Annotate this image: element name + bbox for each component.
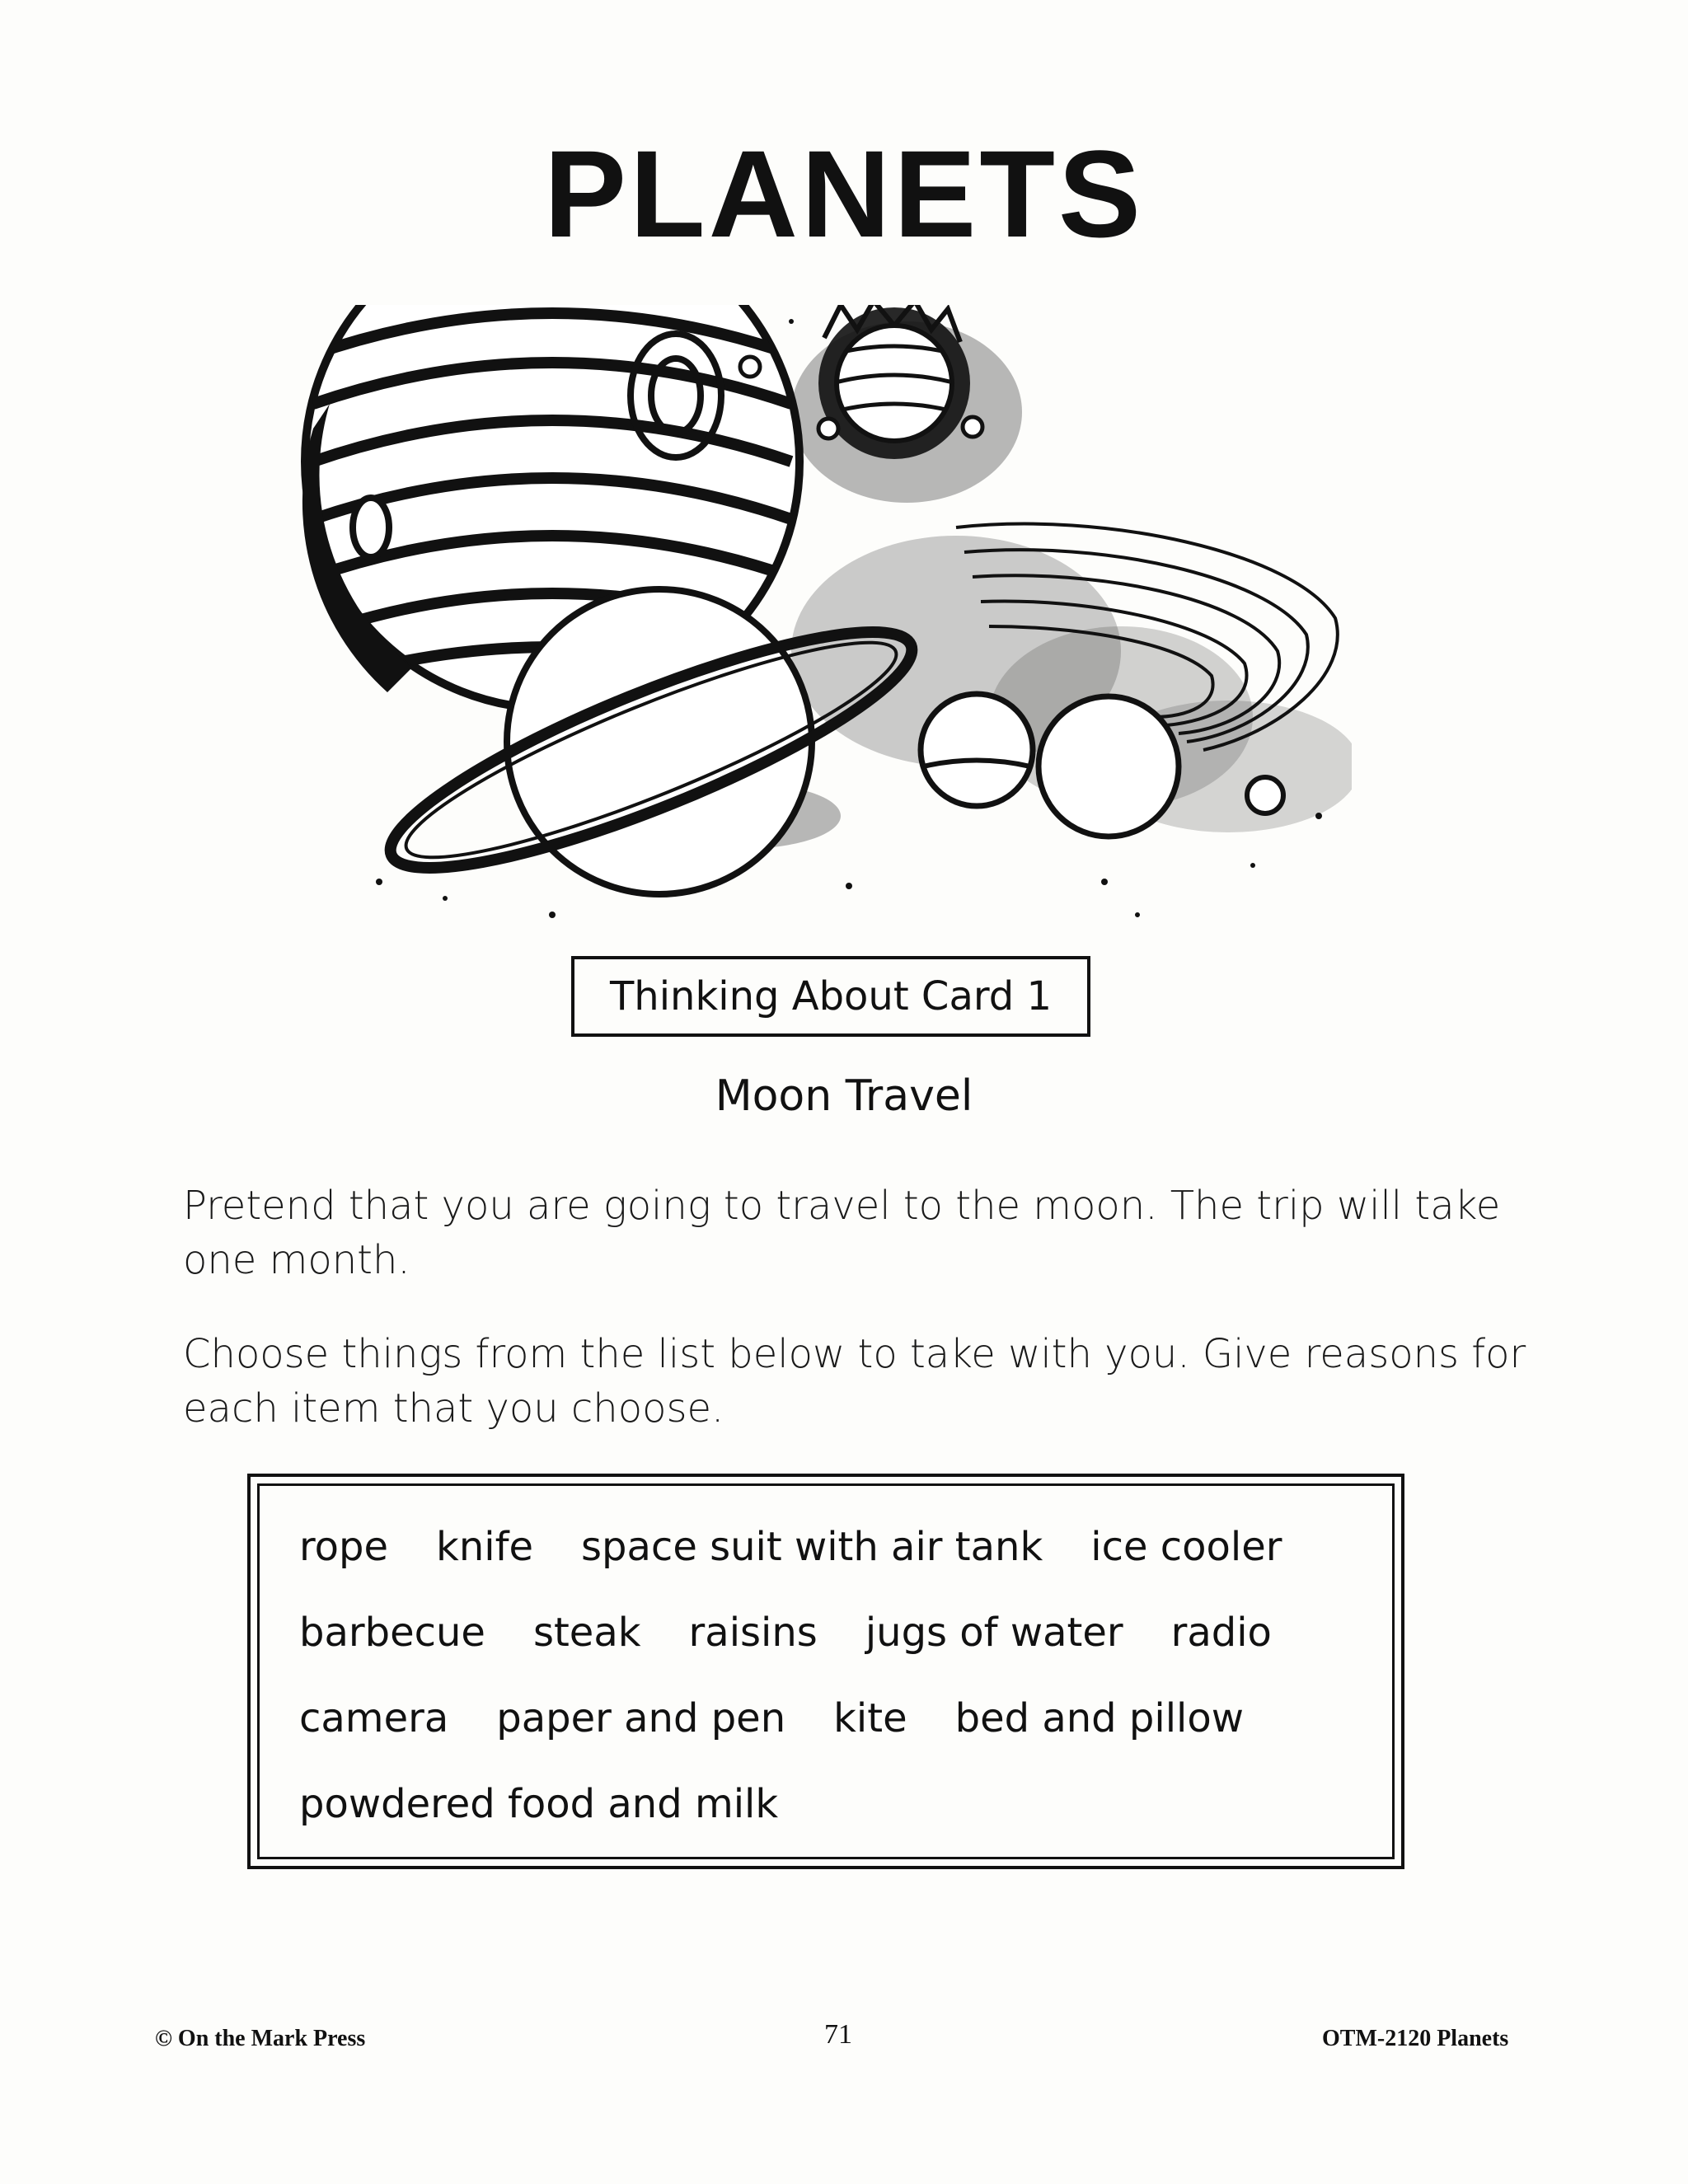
list-item: bed and pillow [954,1695,1244,1741]
intro-paragraph: Pretend that you are going to travel to the moon. The trip will take one month. [183,1183,1501,1283]
footer-product-code: OTM-2120 Planets [1322,2026,1509,2051]
list-item: ice cooler [1090,1524,1282,1570]
list-item: camera [299,1695,449,1741]
list-item: rope [299,1524,389,1570]
item-row-3 [299,1675,1392,1761]
footer-copyright: © On the Mark Press [155,2026,366,2051]
page-number: 71 [824,2019,852,2050]
list-item: radio [1170,1610,1272,1656]
instructions-paragraph: Choose things from the list below to take with you. Give reasons for each item that you choose. [183,1331,1526,1432]
page-title: PLANETS [543,124,1145,263]
list-item: paper and pen [496,1695,786,1741]
item-row-1 [299,1504,1392,1590]
list-item: space suit with air tank [581,1524,1043,1570]
list-item: knife [436,1524,534,1570]
item-list-box [247,1474,1404,1869]
list-item: jugs of water [865,1610,1123,1656]
item-row-4 [299,1761,1392,1847]
card-label: Thinking About Card 1 [571,956,1090,1037]
item-list-inner [257,1483,1395,1859]
list-item: barbecue [299,1610,485,1656]
list-item: powdered food and milk [299,1781,779,1827]
item-row-2 [299,1590,1392,1675]
list-item: kite [833,1695,907,1741]
planets-illustration-icon [280,305,1352,948]
subtitle: Moon Travel [715,1071,973,1121]
list-item: raisins [688,1610,818,1656]
list-item: steak [532,1610,641,1656]
